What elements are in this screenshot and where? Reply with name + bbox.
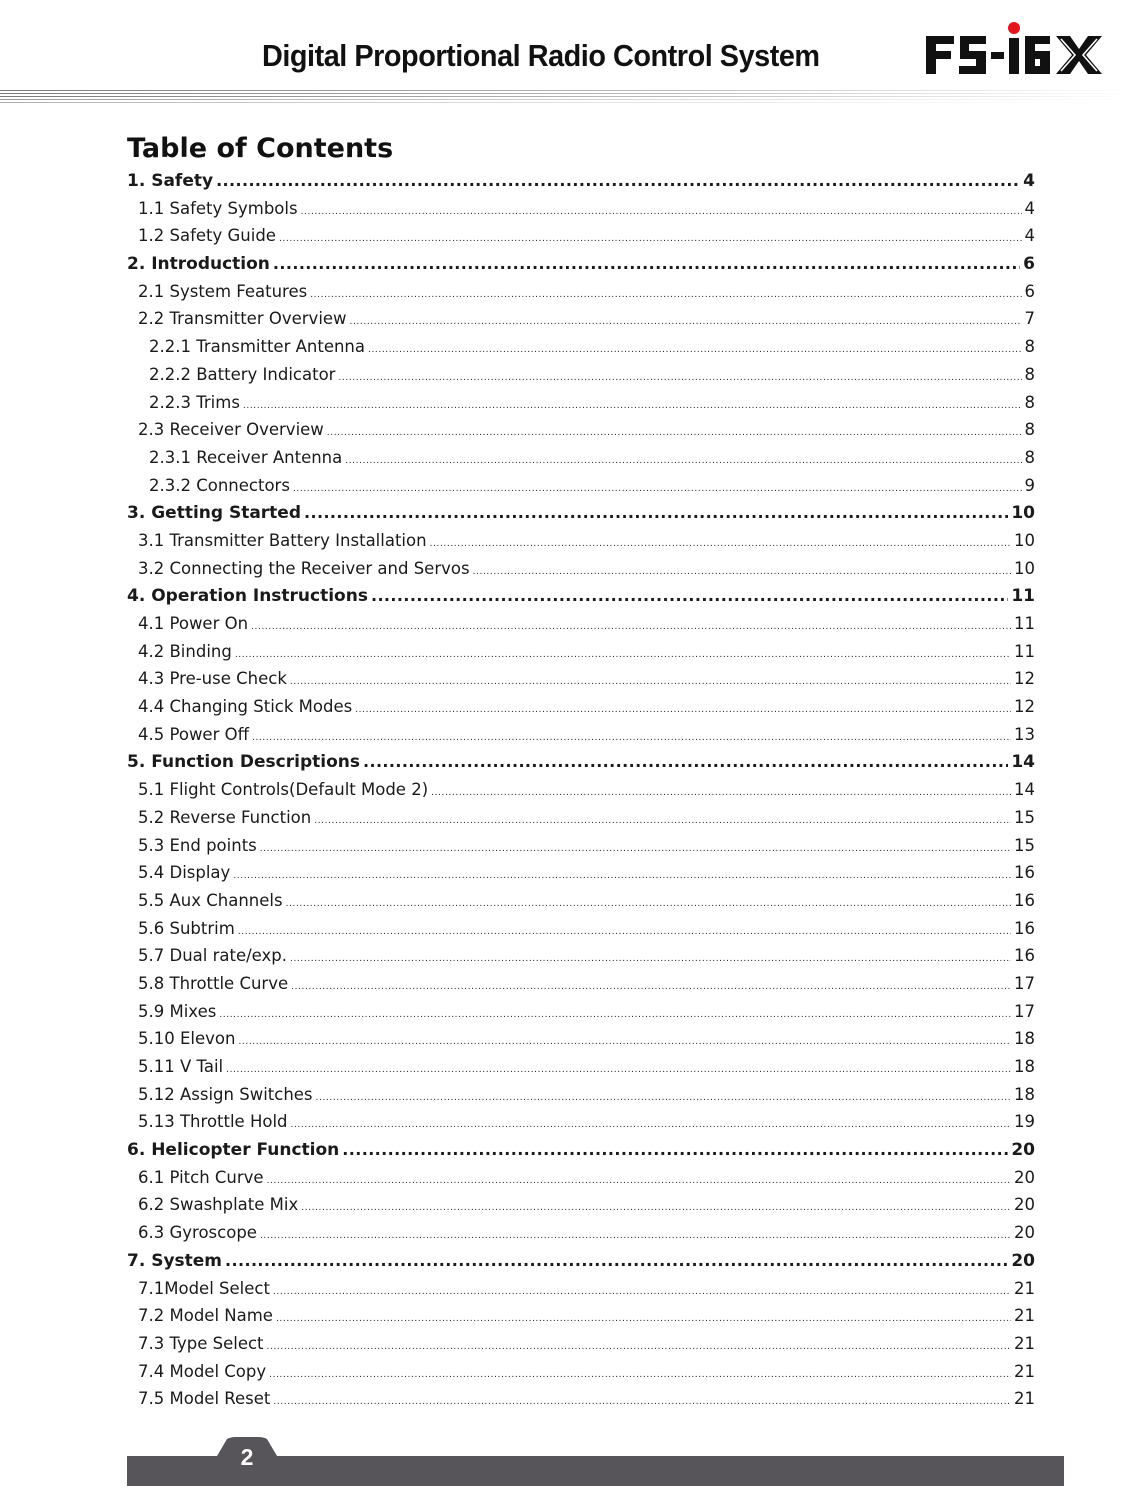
toc-section-entry[interactable] [127,752,1035,780]
toc-dot-leader [304,503,1008,523]
toc-dot-leader [260,836,1011,855]
toc-section-entry[interactable] [127,503,1035,531]
toc-entry-label: 3.2 Connecting the Receiver and Servos [138,558,470,578]
toc-entry-label: 3. Getting Started [127,503,302,524]
toc-dot-leader [316,1085,1011,1104]
toc-entry-page-number: 21 [1014,1389,1035,1409]
toc-subsection-entry[interactable] [127,1057,1035,1085]
toc-dot-leader [252,725,1011,744]
toc-entry-label: 6.3 Gyroscope [138,1223,257,1243]
header-divider [0,90,1131,106]
toc-dot-leader [291,1112,1011,1131]
toc-subsection-entry[interactable] [127,282,1035,310]
toc-entry-page-number: 20 [1011,1250,1035,1271]
toc-entry-label: 5.13 Throttle Hold [138,1112,288,1132]
toc-entry-page-number: 16 [1014,946,1035,966]
toc-entry-page-number: 21 [1014,1361,1035,1381]
toc-subsection-entry[interactable] [127,420,1035,448]
brand-logo [924,22,1104,80]
fs-i6x-logo-icon [924,22,1104,80]
toc-entry-label: 2.2 Transmitter Overview [138,309,347,329]
toc-entry-page-number: 16 [1014,890,1035,910]
toc-section-entry[interactable] [127,254,1035,282]
toc-entry-page-number: 8 [1024,392,1035,412]
toc-entry-page-number: 18 [1014,1029,1035,1049]
toc-entry-page-number: 21 [1014,1278,1035,1298]
toc-entry-page-number: 4 [1024,226,1035,246]
toc-entry-label: 2.3.1 Receiver Antenna [149,447,343,467]
toc-entry-label: 5.12 Assign Switches [138,1084,313,1104]
toc-dot-leader [267,1334,1011,1353]
toc-dot-leader [338,365,1021,384]
toc-entry-label: 6.2 Swashplate Mix [138,1195,299,1215]
toc-entry-page-number: 21 [1014,1333,1035,1353]
toc-dot-leader [243,393,1022,412]
toc-entry-page-number: 8 [1024,364,1035,384]
toc-entry-label: 7.1Model Select [138,1278,270,1298]
toc-dot-leader [290,946,1011,965]
toc-dot-leader [368,337,1022,356]
toc-subsection-entry[interactable] [127,448,1035,476]
toc-entry-label: 5. Function Descriptions [127,752,360,773]
toc-entry-label: 6. Helicopter Function [127,1140,340,1161]
toc-entry-label: 5.2 Reverse Function [138,807,312,827]
toc-dot-leader [350,309,1022,328]
toc-dot-leader [279,226,1022,245]
toc-dot-leader [233,863,1011,882]
toc-dot-leader [260,1223,1011,1242]
toc-entry-page-number: 10 [1014,530,1035,550]
toc-entry-label: 1. Safety [127,171,214,191]
toc-entry-page-number: 14 [1011,752,1035,773]
toc-entry-label: 2. Introduction [127,254,270,275]
toc-entry-label: 5.5 Aux Channels [138,890,283,910]
toc-entry-page-number: 14 [1014,780,1035,800]
toc-subsection-entry[interactable] [127,1085,1035,1113]
toc-entry-page-number: 8 [1024,420,1035,440]
toc-dot-leader [269,1362,1011,1381]
toc-subsection-entry[interactable] [127,309,1035,337]
toc-entry-label: 6.1 Pitch Curve [138,1167,264,1187]
toc-subsection-entry[interactable] [127,1195,1035,1223]
toc-entry-page-number: 11 [1014,641,1035,661]
toc-entry-label: 5.8 Throttle Curve [138,973,289,993]
toc-entry-label: 2.2.3 Trims [149,392,240,412]
toc-entry-page-number: 18 [1014,1084,1035,1104]
toc-dot-leader [301,199,1022,218]
toc-entry-page-number: 6 [1023,254,1035,275]
toc-entry-page-number: 4 [1023,171,1035,191]
toc-subsection-entry[interactable] [127,780,1035,808]
toc-dot-leader [430,531,1011,550]
toc-section-entry[interactable] [127,586,1035,614]
toc-entry-page-number: 11 [1014,614,1035,633]
toc-dot-leader [327,420,1022,439]
toc-dot-leader [473,559,1011,578]
toc-entry-label: 5.11 V Tail [138,1057,224,1076]
toc-dot-leader [235,642,1011,661]
toc-entry-page-number: 12 [1014,669,1035,689]
toc-subsection-entry[interactable] [127,808,1035,836]
toc-subsection-entry[interactable] [127,836,1035,864]
toc-subsection-entry[interactable] [127,697,1035,725]
toc-subsection-entry[interactable] [127,1279,1035,1307]
toc-entry-label: 4. Operation Instructions [127,586,368,607]
toc-entry-label: 5.6 Subtrim [138,918,235,938]
toc-dot-leader [371,586,1008,606]
toc-subsection-entry[interactable] [127,476,1035,504]
toc-entry-page-number: 8 [1024,337,1035,357]
toc-entry-label: 2.2.2 Battery Indicator [149,364,336,384]
toc-dot-leader [273,1389,1011,1408]
toc-subsection-entry[interactable] [127,1168,1035,1196]
toc-subsection-entry[interactable] [127,1306,1035,1334]
toc-subsection-entry[interactable] [127,1112,1035,1140]
document-title: Digital Proportional Radio Control System [262,38,820,73]
toc-entry-label: 2.2.1 Transmitter Antenna [149,337,365,357]
toc-entry-label: 5.3 End points [138,835,257,855]
toc-entry-label: 3.1 Transmitter Battery Installation [138,530,427,550]
toc-entry-page-number: 17 [1014,1001,1035,1021]
toc-entry-label: 4.4 Changing Stick Modes [138,697,353,717]
toc-entry-page-number: 10 [1014,558,1035,578]
toc-dot-leader [216,171,1020,191]
toc-subsection-entry[interactable] [127,642,1035,670]
toc-dot-leader [267,1168,1011,1187]
toc-subsection-entry[interactable] [127,199,1035,227]
toc-entry-label: 4.1 Power On [138,614,249,633]
toc-subsection-entry[interactable] [127,1002,1035,1030]
toc-subsection-entry[interactable] [127,365,1035,393]
toc-subsection-entry[interactable] [127,226,1035,254]
toc-subsection-entry[interactable] [127,559,1035,587]
toc-dot-leader [225,1251,1008,1271]
toc-subsection-entry[interactable] [127,1029,1035,1057]
toc-entry-page-number: 19 [1014,1112,1035,1132]
toc-entry-label: 1.1 Safety Symbols [138,198,298,218]
toc-entry-label: 4.2 Binding [138,641,232,661]
toc-dot-leader [301,1195,1011,1214]
toc-entry-label: 1.2 Safety Guide [138,226,276,246]
toc-entry-label: 4.5 Power Off [138,724,249,744]
toc-dot-leader [431,780,1011,799]
toc-entry-label: 7.3 Type Select [138,1333,264,1353]
toc-entry-label: 5.10 Elevon [138,1029,236,1049]
toc-entry-label: 2.3 Receiver Overview [138,420,324,440]
toc-section-entry[interactable] [127,171,1035,199]
toc-subsection-entry[interactable] [127,863,1035,891]
toc-entry-page-number: 10 [1011,503,1035,524]
toc-dot-leader [238,1029,1011,1048]
toc-subsection-entry[interactable] [127,919,1035,947]
toc-subsection-entry[interactable] [127,393,1035,421]
toc-entry-page-number: 8 [1024,447,1035,467]
toc-dot-leader [363,752,1008,772]
toc-entry-label: 4.3 Pre-use Check [138,669,287,689]
toc-dot-leader [286,891,1011,910]
toc-entry-label: 5.4 Display [138,863,231,883]
toc-entry-page-number: 20 [1011,1140,1035,1161]
toc-subsection-entry[interactable] [127,1362,1035,1390]
toc-subsection-entry[interactable] [127,974,1035,1002]
toc-subsection-entry[interactable] [127,891,1035,919]
toc-subsection-entry[interactable] [127,669,1035,697]
toc-dot-leader [345,448,1021,467]
toc-entry-page-number: 9 [1024,475,1035,495]
toc-entry-page-number: 13 [1014,724,1035,744]
toc-entry-label: 7.5 Model Reset [138,1389,271,1409]
toc-entry-page-number: 16 [1014,918,1035,938]
toc-entry-page-number: 15 [1014,807,1035,827]
toc-subsection-entry[interactable] [127,1334,1035,1362]
toc-subsection-entry[interactable] [127,337,1035,365]
toc-entry-page-number: 4 [1024,198,1035,218]
toc-entry-page-number: 20 [1014,1167,1035,1187]
toc-dot-leader [314,808,1011,827]
toc-heading: Table of Contents [127,133,394,164]
toc-entry-label: 2.1 System Features [138,281,308,301]
toc-entry-page-number: 7 [1024,309,1035,329]
toc-entry-page-number: 12 [1014,697,1035,717]
toc-dot-leader [273,1279,1011,1298]
toc-entry-page-number: 15 [1014,835,1035,855]
toc-dot-leader [276,1306,1011,1325]
toc-entry-label: 5.1 Flight Controls(Default Mode 2) [138,780,429,800]
toc-dot-leader [293,476,1022,495]
toc-dot-leader [290,669,1011,688]
toc-entry-page-number: 11 [1011,586,1035,607]
logo-red-dot [1008,22,1020,34]
toc-subsection-entry[interactable] [127,1223,1035,1251]
toc-entry-label: 7.4 Model Copy [138,1361,267,1381]
toc-entry-page-number: 21 [1014,1306,1035,1326]
toc-entry-page-number: 17 [1014,973,1035,993]
toc-dot-leader [273,254,1020,274]
toc-dot-leader [226,1057,1011,1076]
toc-entry-page-number: 16 [1014,863,1035,883]
toc-entry-page-number: 20 [1014,1195,1035,1215]
toc-entry-label: 2.3.2 Connectors [149,475,290,495]
toc-list [127,171,1035,1417]
toc-entry-page-number: 6 [1024,281,1035,301]
toc-subsection-entry[interactable] [127,725,1035,753]
toc-entry-page-number: 18 [1014,1057,1035,1076]
toc-dot-leader [310,282,1021,301]
toc-dot-leader [355,697,1011,716]
toc-subsection-entry[interactable] [127,614,1035,642]
page-number: 2 [240,1444,254,1470]
toc-entry-label: 7. System [127,1250,223,1271]
toc-subsection-entry[interactable] [127,1389,1035,1417]
toc-section-entry[interactable] [127,1251,1035,1279]
toc-dot-leader [251,614,1011,633]
toc-entry-label: 5.7 Dual rate/exp. [138,946,288,966]
toc-dot-leader [342,1140,1008,1160]
toc-entry-label: 5.9 Mixes [138,1001,217,1021]
toc-dot-leader [291,974,1011,993]
toc-dot-leader [238,919,1011,938]
toc-subsection-entry[interactable] [127,531,1035,559]
toc-subsection-entry[interactable] [127,946,1035,974]
toc-dot-leader [219,1002,1011,1021]
toc-section-entry[interactable] [127,1140,1035,1168]
toc-entry-page-number: 20 [1014,1223,1035,1243]
toc-entry-label: 7.2 Model Name [138,1306,273,1326]
